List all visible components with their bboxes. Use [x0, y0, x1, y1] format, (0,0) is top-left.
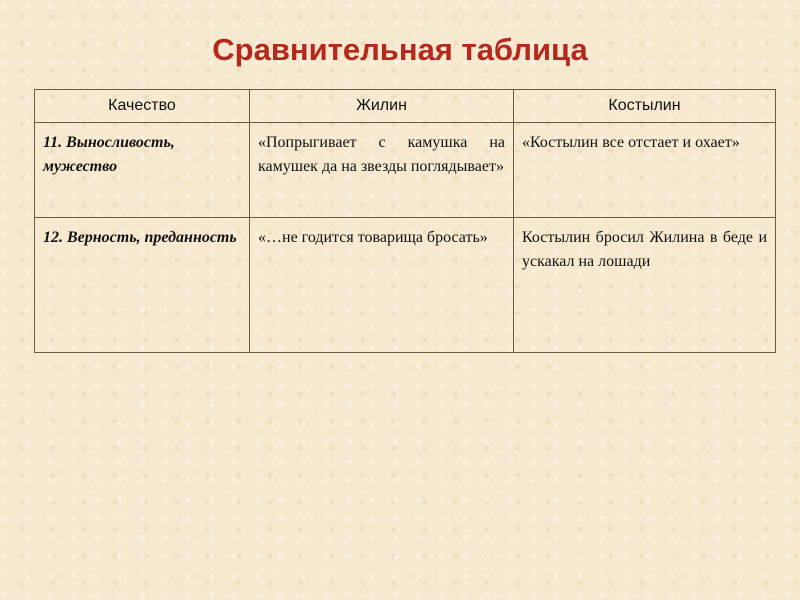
slide-title: Сравнительная таблица	[212, 32, 588, 67]
cell-quality: 12. Верность, преданность	[35, 218, 250, 353]
table-header-row	[35, 90, 776, 123]
cell-kostylin: «Костылин все отстает и охает»	[514, 123, 776, 218]
table-row	[35, 218, 776, 353]
header-kostylin: Костылин	[514, 90, 776, 123]
table-row	[35, 123, 776, 218]
comparison-table	[34, 89, 776, 353]
header-quality: Качество	[35, 90, 250, 123]
cell-quality: 11. Выносливость, мужество	[35, 123, 250, 218]
cell-zhilin: «…не годится товарища бросать»	[250, 218, 514, 353]
cell-zhilin: «Попрыгивает с камушка на камушек да на звезды поглядывает»	[250, 123, 514, 218]
cell-kostylin: Костылин бросил Жилина в беде и ускакал на лошади	[514, 218, 776, 353]
header-zhilin: Жилин	[250, 90, 514, 123]
